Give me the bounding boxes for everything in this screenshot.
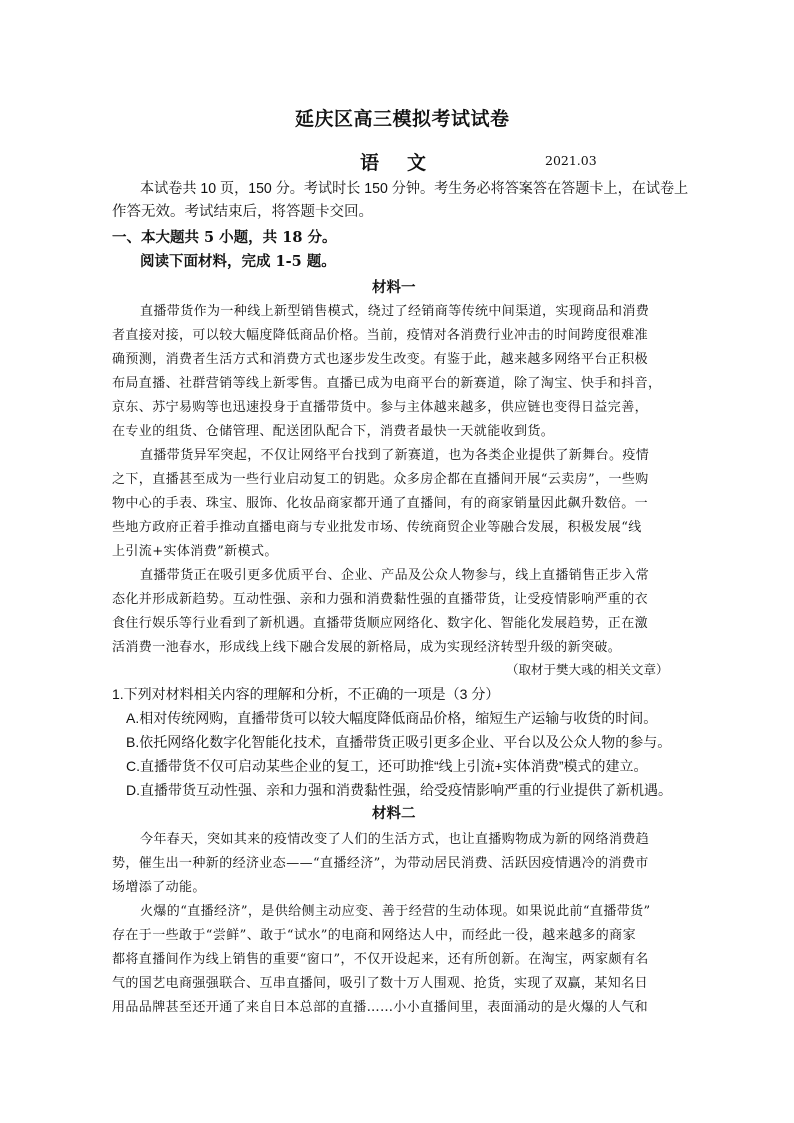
- question-1-stem: 1.下列对材料相关内容的理解和分析，不正确的一项是（3 分）: [112, 686, 500, 702]
- material-2-title: 材料二: [372, 805, 416, 822]
- section-heading: 一、本大题共 5 小题，共 18 分。: [112, 229, 337, 246]
- material-1-line: 布局直播、社群营销等线上新零售。直播已成为电商平台的新赛道，除了淘宝、快手和抖音，: [112, 376, 662, 391]
- material-1-line: 者直接对接，可以较大幅度降低商品价格。当前，疫情对各消费行业冲击的时间跨度很难准: [112, 328, 649, 343]
- material-1-line: 直播带货异军突起，不仅让网络平台找到了新赛道，也为各类企业提供了新舞台。疫情: [140, 448, 650, 463]
- material-2-line: 势，催生出一种新的经济业态——“直播经济”，为带动居民消费、活跃因疫情遇冷的消费市: [112, 856, 649, 871]
- subject-title: 语文: [360, 152, 455, 174]
- intro-line-2: 作答无效。考试结束后，将答题卡交回。: [112, 204, 373, 220]
- material-1-line: 食住行娱乐等行业看到了新机遇。直播带货顺应网络化、数字化、智能化发展趋势，正在激: [112, 616, 649, 631]
- material-2-line: 存在于一些敢于“尝鲜”、敢于“试水”的电商和网络达人中，而经此一役，越来越多的商家: [112, 928, 636, 943]
- question-1-option-b: B.依托网络化数字化智能化技术，直播带货正吸引更多企业、平台以及公众人物的参与。: [126, 734, 672, 750]
- material-2-line: 都将直播间作为线上销售的重要“窗口”，不仅开设起来，还有所创新。在淘宝，两家颇有名: [112, 952, 649, 967]
- section-instruction: 阅读下面材料，完成 1-5 题。: [140, 253, 336, 270]
- material-1-title: 材料一: [372, 279, 416, 296]
- material-1-line: 直播带货作为一种线上新型销售模式，绕过了经销商等传统中间渠道，实现商品和消费: [140, 304, 650, 319]
- intro-line-1: 本试卷共 10 页，150 分。考试时长 150 分钟。考生务必将答案答在答题卡上，在试卷上: [140, 181, 689, 197]
- material-2-line: 场增添了动能。: [112, 880, 206, 895]
- material-1-line: 活消费一池春水，形成线上线下融合发展的新格局，成为实现经济转型升级的新突破。: [112, 640, 622, 655]
- material-2-line: 火爆的“直播经济”，是供给侧主动应变、善于经营的生动体现。如果说此前“直播带货”: [140, 904, 651, 919]
- material-2-line: 气的国艺电商强强联合、互串直播间，吸引了数十万人围观、抢货，实现了双赢，某知名日: [112, 976, 649, 991]
- material-2-line: 今年春天，突如其来的疫情改变了人们的生活方式，也让直播购物成为新的网络消费趋: [140, 832, 650, 847]
- exam-title: 延庆区高三模拟考试试卷: [295, 108, 510, 130]
- material-1-line: 上引流+实体消费”新模式。: [112, 544, 278, 559]
- material-1-line: 直播带货正在吸引更多优质平台、企业、产品及公众人物参与，线上直播销售正步入常: [140, 568, 650, 583]
- question-1-option-a: A.相对传统网购，直播带货可以较大幅度降低商品价格，缩短生产运输与收货的时间。: [126, 710, 658, 726]
- exam-date: 2021.03: [545, 153, 597, 168]
- material-1-line: 之下，直播甚至成为一些行业启动复工的钥匙。众多房企都在直播间开展“云卖房”，一些购: [112, 472, 649, 487]
- material-1-line: 态化并形成新趋势。互动性强、亲和力强和消费黏性强的直播带货，让受疫情影响严重的衣: [112, 592, 649, 607]
- question-1-option-c: C.直播带货不仅可启动某些企业的复工，还可助推“线上引流+实体消费”模式的建立。: [126, 758, 648, 774]
- material-1-source: （取材于樊大彧的相关文章）: [506, 662, 669, 677]
- material-1-line: 京东、苏宁易购等也迅速投身于直播带货中。参与主体越来越多，供应链也变得日益完善，: [112, 400, 649, 415]
- material-1-line: 些地方政府正着手推动直播电商与专业批发市场、传统商贸企业等融合发展，积极发展“线: [112, 520, 642, 535]
- material-1-line: 确预测，消费者生活方式和消费方式也逐步发生改变。有鉴于此，越来越多网络平台正积极: [112, 352, 649, 367]
- material-1-line: 物中心的手表、珠宝、服饰、化妆品商家都开通了直播间，有的商家销量因此飙升数倍。一: [112, 496, 649, 511]
- question-1-option-d: D.直播带货互动性强、亲和力强和消费黏性强，给受疫情影响严重的行业提供了新机遇。: [126, 782, 672, 798]
- material-1-line: 在专业的组货、仓储管理、配送团队配合下，消费者最快一天就能收到货。: [112, 424, 555, 439]
- material-2-line: 用品品牌甚至还开通了来自日本总部的直播……小小直播间里，表面涌动的是火爆的人气和: [112, 1000, 649, 1015]
